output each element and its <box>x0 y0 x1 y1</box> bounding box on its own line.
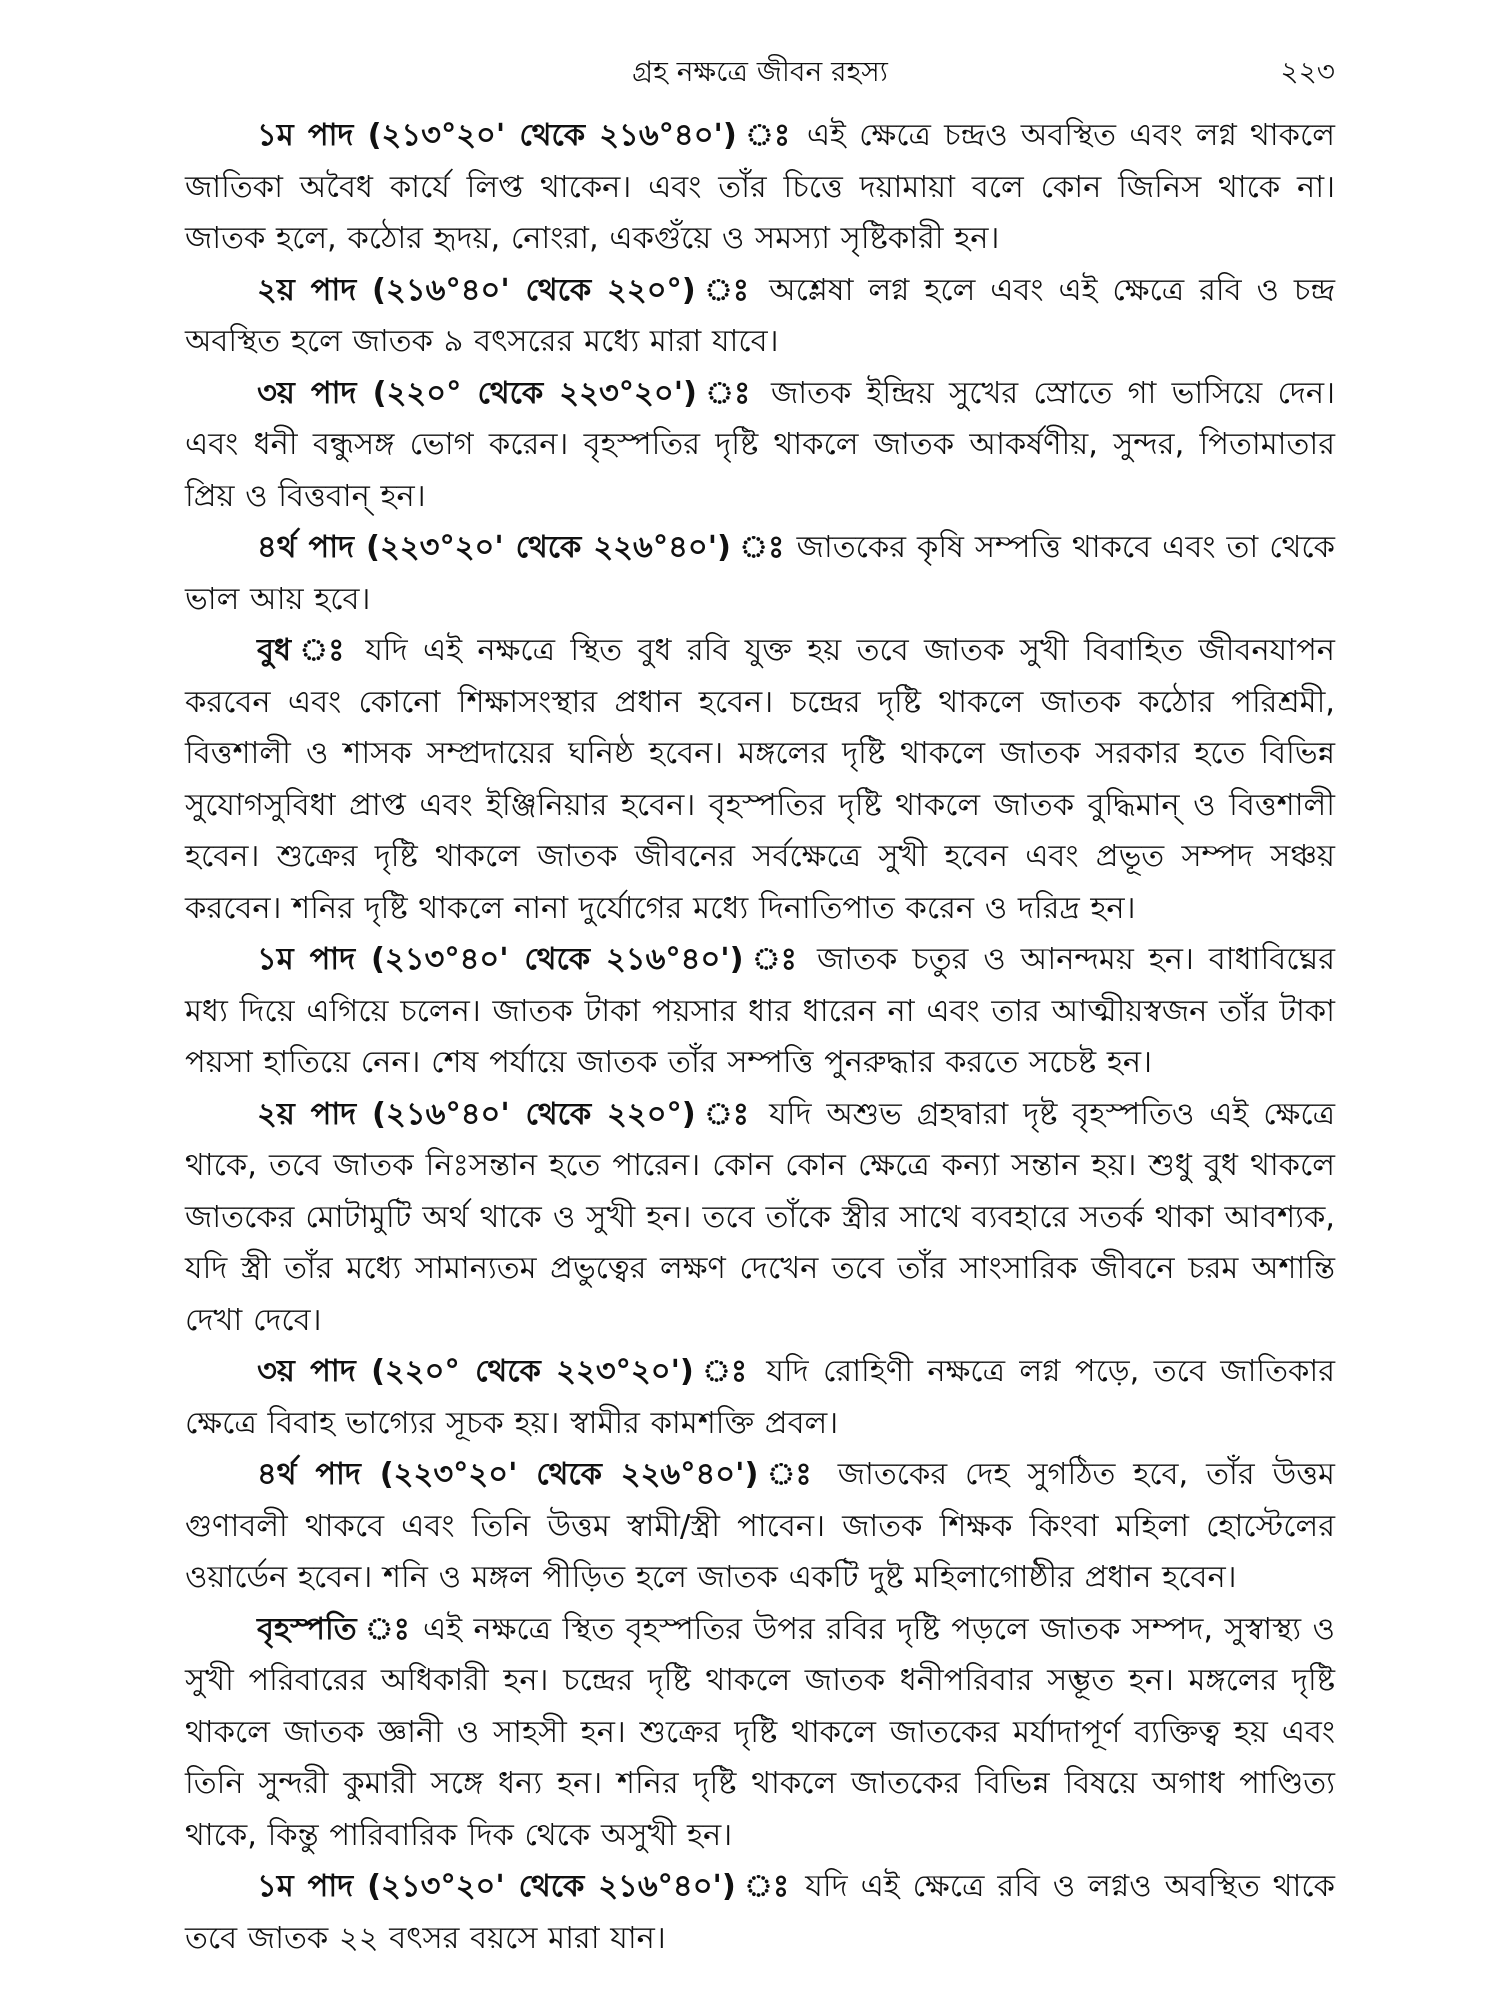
paragraph-text: এই নক্ষত্রে স্থিত বৃহস্পতির উপর রবির দৃষ্টি পড়লে জাতক সম্পদ, সুস্বাস্থ্য ও সুখী পরিবারের অধিকারী হন। চন্দ্রের দৃষ্টি থাকলে জাতক ধনীপরিবার সম্ভূত হন। মঙ্গলের দৃষ্টি থাকলে জাতক জ্ঞানী ও সাহসী হন। শুক্রের দৃষ্টি থাকলে জাতকের মর্যাদাপূর্ণ ব্যক্তিত্ব হয় এবং তিনি সুন্দরী কুমারী সঙ্গে ধন্য হন। শনির দৃষ্টি থাকলে জাতকের বিভিন্ন বিষয়ে অগাধ পাণ্ডিত্য থাকে, কিন্তু পারিবারিক দিক থেকে অসুখী হন। <box>185 1611 1335 1853</box>
paragraph-heading: ৩য় পাদ (২২০° থেকে ২২৩°২০') ঃ <box>257 375 756 411</box>
paragraph-mercury-pada-1 <box>185 934 1335 1089</box>
paragraph-mercury-pada-2 <box>185 1089 1335 1347</box>
paragraph-text: জাতক চতুর ও আনন্দময় হন। বাধাবিঘ্নের মধ্য দিয়ে এগিয়ে চলেন। জাতক টাকা পয়সার ধার ধারেন না এবং তার আত্মীয়স্বজন তাঁর টাকা পয়সা হাতিয়ে নেন। শেষ পর্যায়ে জাতক তাঁর সম্পত্তি পুনরুদ্ধার করতে সচেষ্ট হন। <box>185 942 1335 1080</box>
paragraph-heading: ৪র্থ পাদ (২২৩°২০' থেকে ২২৬°৪০') ঃ <box>257 530 786 565</box>
page-number: ২২৩ <box>1280 55 1335 88</box>
book-page <box>185 52 1335 1972</box>
paragraph-pada-2 <box>185 265 1335 368</box>
paragraph-jupiter-pada-1 <box>185 1861 1335 1964</box>
paragraph-text: যদি রোহিণী নক্ষত্রে লগ্ন পড়ে, তবে জাতিকার ক্ষেত্রে বিবাহ ভাগ্যের সূচক হয়। স্বামীর কামশক্তি প্রবল। <box>185 1354 1335 1441</box>
paragraph-heading: বুধ ঃ <box>257 633 350 668</box>
paragraph-text: যদি অশুভ গ্রহদ্বারা দৃষ্ট বৃহস্পতিও এই ক্ষেত্রে থাকে, তবে জাতক নিঃসন্তান হতে পারেন। কোন কোন ক্ষেত্রে কন্যা সন্তান হয়। শুধু বুধ থাকলে জাতকের মোটামুটি অর্থ থাকে ও সুখী হন। তবে তাঁকে স্ত্রীর সাথে ব্যবহারে সতর্ক থাকা আবশ্যক, যদি স্ত্রী তাঁর মধ্যে সামান্যতম প্রভুত্বের লক্ষণ দেখেন তবে তাঁর সাংসারিক জীবনে চরম অশান্তি দেখা দেবে। <box>185 1096 1335 1338</box>
paragraph-heading: ২য় পাদ (২১৬°৪০' থেকে ২২০°) ঃ <box>257 1096 755 1132</box>
paragraph-text: এই ক্ষেত্রে চন্দ্রও অবস্থিত এবং লগ্ন থাকলে জাতিকা অবৈধ কার্যে লিপ্ত থাকেন। এবং তাঁর চিত্তে দয়ামায়া বলে কোন জিনিস থাকে না। জাতক হলে, কঠোর হৃদয়, নোংরা, একগুঁয়ে ও সমস্যা সৃষ্টিকারী হন। <box>185 118 1335 256</box>
paragraph-mercury-pada-3 <box>185 1346 1335 1449</box>
paragraph-pada-4 <box>185 522 1335 625</box>
paragraph-mercury <box>185 625 1335 934</box>
paragraph-heading: ১ম পাদ (২১৩°২০' থেকে ২১৬°৪০') ঃ <box>257 1869 793 1904</box>
paragraph-text: জাতকের দেহ সুগঠিত হবে, তাঁর উত্তম গুণাবলী থাকবে এবং তিনি উত্তম স্বামী/স্ত্রী পাবেন। জাতক শিক্ষক কিংবা মহিলা হোস্টেলের ওয়ার্ডেন হবেন। শনি ও মঙ্গল পীড়িত হলে জাতক একটি দুষ্ট মহিলাগোষ্ঠীর প্রধান হবেন। <box>185 1457 1335 1595</box>
book-title: গ্রহ নক্ষত্রে জীবন রহস্য <box>632 55 888 88</box>
paragraph-heading: বৃহস্পতি ঃ <box>257 1611 412 1647</box>
paragraph-text: জাতক ইন্দ্রিয় সুখের স্রোতে গা ভাসিয়ে দেন। এবং ধনী বন্ধুসঙ্গ ভোগ করেন। বৃহস্পতির দৃষ্টি থাকলে জাতক আকর্ষণীয়, সুন্দর, পিতামাতার প্রিয় ও বিত্তবান্‌ হন। <box>185 375 1335 514</box>
paragraph-heading: ৪র্থ পাদ (২২৩°২০' থেকে ২২৬°৪০') ঃ <box>257 1457 820 1492</box>
paragraph-text: অশ্লেষা লগ্ন হলে এবং এই ক্ষেত্রে রবি ও চন্দ্র অবস্থিত হলে জাতক ৯ বৎসরের মধ্যে মারা যাবে। <box>185 272 1335 359</box>
paragraph-heading: ২য় পাদ (২১৬°৪০' থেকে ২২০°) ঃ <box>257 272 755 308</box>
paragraph-text: জাতকের কৃষি সম্পত্তি থাকবে এবং তা থেকে ভাল আয় হবে। <box>185 530 1335 617</box>
running-header <box>185 52 1335 110</box>
paragraph-mercury-pada-4 <box>185 1449 1335 1604</box>
paragraph-jupiter <box>185 1604 1335 1862</box>
paragraph-text: যদি এই ক্ষেত্রে রবি ও লগ্নও অবস্থিত থাকে তবে জাতক ২২ বৎসর বয়সে মারা যান। <box>185 1869 1335 1956</box>
paragraph-text: যদি এই নক্ষত্রে স্থিত বুধ রবি যুক্ত হয় তবে জাতক সুখী বিবাহিত জীবনযাপন করবেন এবং কোনো শিক্ষাসংস্থার প্রধান হবেন। চন্দ্রের দৃষ্টি থাকলে জাতক কঠোর পরিশ্রমী, বিত্তশালী ও শাসক সম্প্রদায়ের ঘনিষ্ঠ হবেন। মঙ্গলের দৃষ্টি থাকলে জাতক সরকার হতে বিভিন্ন সুযোগসুবিধা প্রাপ্ত এবং ইঞ্জিনিয়ার হবেন। বৃহস্পতির দৃষ্টি থাকলে জাতক বুদ্ধিমান্‌ ও বিত্তশালী হবেন। শুক্রের দৃষ্টি থাকলে জাতক জীবনের সর্বক্ষেত্রে সুখী হবেন এবং প্রভূত সম্পদ সঞ্চয় করবেন। শনির দৃষ্টি থাকলে নানা দুর্যোগের মধ্যে দিনাতিপাত করেন ও দরিদ্র হন। <box>185 633 1335 926</box>
paragraph-heading: ১ম পাদ (২১৩°৪০' থেকে ২১৬°৪০') ঃ <box>257 942 803 977</box>
paragraph-pada-3 <box>185 368 1335 523</box>
paragraph-pada-1 <box>185 110 1335 265</box>
paragraph-heading: ১ম পাদ (২১৩°২০' থেকে ২১৬°৪০') ঃ <box>257 118 794 153</box>
paragraph-heading: ৩য় পাদ (২২০° থেকে ২২৩°২০') ঃ <box>257 1354 752 1389</box>
